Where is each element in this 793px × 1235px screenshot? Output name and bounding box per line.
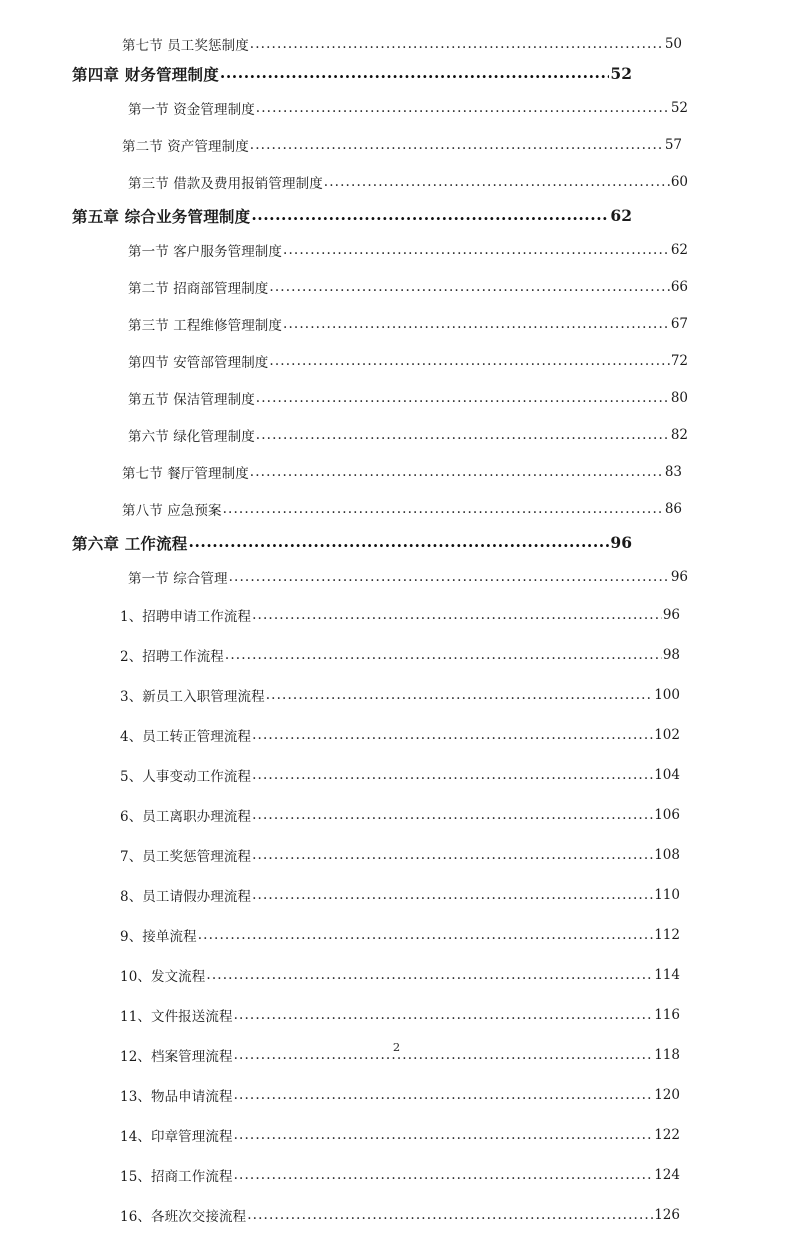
toc-entry-chapter[interactable] bbox=[72, 58, 632, 89]
toc-dot-leader bbox=[266, 687, 654, 703]
toc-entry-label: 10、发文流程 bbox=[120, 969, 206, 985]
toc-entry-label: 第三节 工程维修管理制度 bbox=[128, 317, 282, 334]
toc-entry-label: 13、物品申请流程 bbox=[120, 1089, 233, 1105]
toc-entry-label: 2、招聘工作流程 bbox=[120, 649, 224, 665]
toc-dot-leader bbox=[234, 1007, 654, 1023]
toc-entry-chapter[interactable] bbox=[72, 527, 632, 558]
toc-entry-page-number: 106 bbox=[654, 807, 680, 823]
toc-entry-label: 3、新员工入职管理流程 bbox=[120, 689, 265, 705]
toc-entry-page-number: 57 bbox=[664, 136, 682, 153]
toc-entry-label: 第一节 综合管理 bbox=[128, 570, 228, 587]
toc-dot-leader bbox=[198, 927, 654, 943]
toc-dot-leader bbox=[234, 1087, 654, 1103]
toc-entry-section[interactable] bbox=[128, 305, 688, 342]
toc-entry-label: 15、招商工作流程 bbox=[120, 1169, 233, 1185]
toc-entry-item[interactable] bbox=[120, 1195, 680, 1235]
toc-entry-item[interactable] bbox=[120, 675, 680, 715]
toc-entry-section-wide[interactable] bbox=[122, 30, 682, 58]
toc-entry-label: 第一节 客户服务管理制度 bbox=[128, 243, 282, 260]
toc-dot-leader bbox=[234, 1167, 654, 1183]
toc-dot-leader bbox=[283, 316, 670, 332]
toc-entry-label: 第八节 应急预案 bbox=[122, 502, 222, 519]
toc-entry-page-number: 72 bbox=[670, 352, 688, 369]
toc-entry-section[interactable] bbox=[128, 163, 688, 200]
toc-dot-leader bbox=[229, 569, 670, 585]
toc-entry-page-number: 102 bbox=[654, 727, 680, 743]
toc-entry-section[interactable] bbox=[128, 379, 688, 416]
toc-entry-label: 1、招聘申请工作流程 bbox=[120, 609, 252, 625]
toc-entry-page-number: 62 bbox=[610, 206, 632, 225]
toc-entry-label: 9、接单流程 bbox=[120, 929, 197, 945]
toc-entry-page-number: 118 bbox=[654, 1047, 680, 1063]
toc-dot-leader bbox=[269, 353, 669, 369]
toc-entry-label: 8、员工请假办理流程 bbox=[120, 889, 252, 905]
toc-entry-label: 第六节 绿化管理制度 bbox=[128, 428, 255, 445]
toc-entry-section[interactable] bbox=[128, 342, 688, 379]
toc-entry-item[interactable] bbox=[120, 875, 680, 915]
toc-dot-leader bbox=[252, 767, 653, 783]
toc-dot-leader bbox=[269, 279, 669, 295]
toc-entry-page-number: 100 bbox=[654, 687, 680, 703]
toc-entry-item[interactable] bbox=[120, 795, 680, 835]
toc-entry-page-number: 116 bbox=[654, 1007, 680, 1023]
toc-entry-page-number: 108 bbox=[654, 847, 680, 863]
toc-dot-leader bbox=[250, 137, 664, 153]
toc-entry-label: 6、员工离职办理流程 bbox=[120, 809, 252, 825]
toc-entry-item[interactable] bbox=[120, 995, 680, 1035]
toc-entry-label: 第四节 安管部管理制度 bbox=[128, 354, 269, 371]
toc-entry-label: 第五章 综合业务管理制度 bbox=[72, 206, 251, 226]
toc-entry-page-number: 124 bbox=[654, 1167, 680, 1183]
toc-entry-section[interactable] bbox=[128, 416, 688, 453]
toc-entry-page-number: 82 bbox=[670, 426, 688, 443]
toc-entry-page-number: 86 bbox=[664, 500, 682, 517]
toc-entry-page-number: 67 bbox=[670, 315, 688, 332]
toc-entry-label: 7、员工奖惩管理流程 bbox=[120, 849, 252, 865]
toc-entry-page-number: 126 bbox=[654, 1207, 680, 1223]
toc-dot-leader bbox=[252, 887, 653, 903]
toc-dot-leader bbox=[252, 727, 653, 743]
toc-dot-leader bbox=[252, 807, 653, 823]
toc-entry-page-number: 104 bbox=[654, 767, 680, 783]
toc-entry-item[interactable] bbox=[120, 1115, 680, 1155]
toc-entry-label: 第四章 财务管理制度 bbox=[72, 64, 219, 84]
toc-dot-leader bbox=[256, 427, 670, 443]
toc-entry-item[interactable] bbox=[120, 635, 680, 675]
toc-entry-label: 11、文件报送流程 bbox=[120, 1009, 233, 1025]
toc-entry-item[interactable] bbox=[120, 955, 680, 995]
toc-dot-leader bbox=[252, 607, 662, 623]
toc-dot-leader bbox=[251, 208, 609, 224]
page-number-footer: 2 bbox=[392, 1040, 401, 1054]
table-of-contents bbox=[72, 30, 688, 1235]
toc-entry-section[interactable] bbox=[128, 231, 688, 268]
toc-entry-page-number: 98 bbox=[662, 647, 680, 663]
toc-entry-label: 第一节 资金管理制度 bbox=[128, 101, 255, 118]
toc-dot-leader bbox=[252, 847, 653, 863]
toc-entry-label: 第五节 保洁管理制度 bbox=[128, 391, 255, 408]
toc-entry-page-number: 112 bbox=[654, 927, 680, 943]
toc-entry-page-number: 122 bbox=[654, 1127, 680, 1143]
toc-entry-label: 第三节 借款及费用报销管理制度 bbox=[128, 175, 323, 192]
toc-entry-label: 第二节 资产管理制度 bbox=[122, 138, 249, 155]
toc-dot-leader bbox=[256, 100, 670, 116]
toc-dot-leader bbox=[223, 501, 664, 517]
toc-entry-section[interactable] bbox=[128, 558, 688, 595]
toc-entry-page-number: 62 bbox=[670, 241, 688, 258]
toc-dot-leader bbox=[256, 390, 670, 406]
toc-entry-label: 第六章 工作流程 bbox=[72, 533, 188, 553]
toc-entry-page-number: 52 bbox=[670, 99, 688, 116]
toc-dot-leader bbox=[225, 647, 662, 663]
toc-dot-leader bbox=[250, 464, 664, 480]
toc-entry-page-number: 80 bbox=[670, 389, 688, 406]
toc-dot-leader bbox=[189, 535, 610, 551]
toc-entry-section-wide[interactable] bbox=[122, 490, 682, 527]
toc-dot-leader bbox=[206, 967, 653, 983]
toc-entry-item[interactable] bbox=[120, 915, 680, 955]
toc-entry-item[interactable] bbox=[120, 1075, 680, 1115]
toc-dot-leader bbox=[234, 1127, 654, 1143]
toc-entry-section-wide[interactable] bbox=[122, 453, 682, 490]
toc-dot-leader bbox=[250, 36, 664, 52]
toc-entry-page-number: 60 bbox=[670, 173, 688, 190]
toc-entry-label: 第二节 招商部管理制度 bbox=[128, 280, 269, 297]
toc-entry-label: 5、人事变动工作流程 bbox=[120, 769, 252, 785]
toc-dot-leader bbox=[283, 242, 670, 258]
toc-entry-page-number: 96 bbox=[670, 568, 688, 585]
toc-entry-page-number: 52 bbox=[610, 64, 632, 83]
toc-entry-label: 14、印章管理流程 bbox=[120, 1129, 233, 1145]
toc-entry-label: 第七节 餐厅管理制度 bbox=[122, 465, 249, 482]
toc-entry-page-number: 96 bbox=[662, 607, 680, 623]
toc-entry-item[interactable] bbox=[120, 715, 680, 755]
toc-entry-page-number: 83 bbox=[664, 463, 682, 480]
toc-entry-section[interactable] bbox=[128, 89, 688, 126]
toc-dot-leader bbox=[324, 174, 670, 190]
toc-entry-item[interactable] bbox=[120, 595, 680, 635]
toc-entry-label: 12、档案管理流程 bbox=[120, 1049, 233, 1065]
toc-entry-item[interactable] bbox=[120, 1155, 680, 1195]
toc-entry-label: 4、员工转正管理流程 bbox=[120, 729, 252, 745]
toc-entry-item[interactable] bbox=[120, 835, 680, 875]
toc-entry-page-number: 96 bbox=[610, 533, 632, 552]
toc-entry-page-number: 110 bbox=[654, 887, 680, 903]
toc-entry-page-number: 66 bbox=[670, 278, 688, 295]
toc-dot-leader bbox=[220, 66, 610, 82]
toc-entry-page-number: 114 bbox=[654, 967, 680, 983]
toc-entry-page-number: 50 bbox=[664, 36, 682, 52]
toc-entry-label: 16、各班次交接流程 bbox=[120, 1209, 247, 1225]
toc-entry-chapter[interactable] bbox=[72, 200, 632, 231]
toc-entry-section[interactable] bbox=[128, 268, 688, 305]
toc-entry-label: 第七节 员工奖惩制度 bbox=[122, 38, 249, 54]
toc-entry-section-wide[interactable] bbox=[122, 126, 682, 163]
toc-dot-leader bbox=[247, 1207, 653, 1223]
toc-entry-page-number: 120 bbox=[654, 1087, 680, 1103]
toc-entry-item[interactable] bbox=[120, 755, 680, 795]
